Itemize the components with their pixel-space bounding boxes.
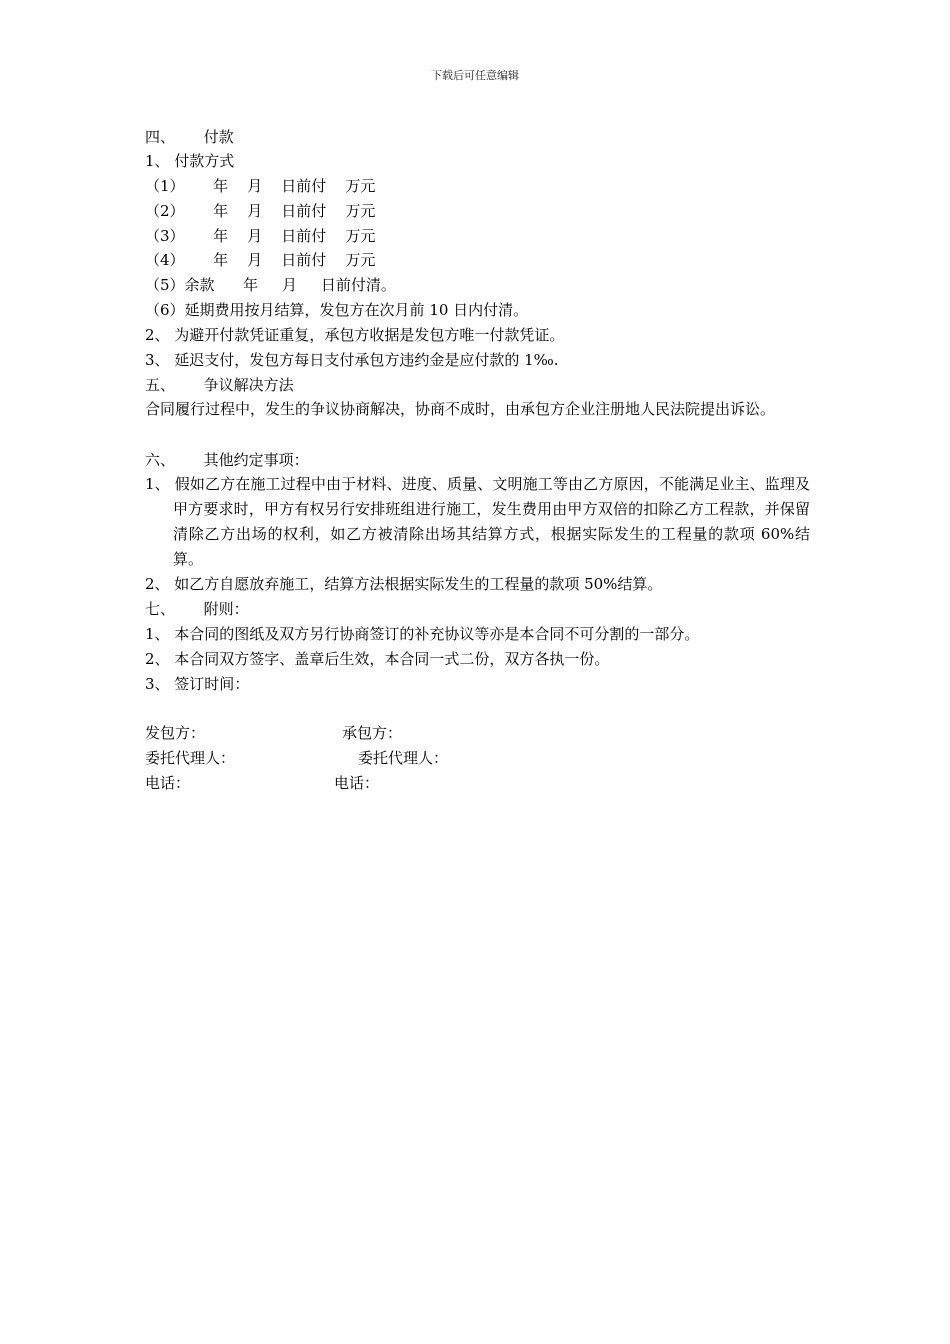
payment-item-3: 3、 延迟支付，发包方每日支付承包方违约金是应付款的 1‰. [145, 351, 559, 369]
section-6-title: 六、 其他约定事项： [145, 451, 309, 469]
signing-date: 3、 签订时间： [145, 675, 250, 693]
payment-row-3: （3） 年 月 日前付 万元 [145, 227, 376, 245]
party-a-label: 发包方： [145, 724, 206, 742]
agent-b-label: 委托代理人： [358, 749, 449, 767]
payment-row-5: （5）余款 年 月 日前付清。 [145, 276, 396, 294]
agent-a-label: 委托代理人： [145, 749, 236, 767]
payment-row-4: （4） 年 月 日前付 万元 [145, 251, 376, 269]
payment-row-1: （1） 年 月 日前付 万元 [145, 177, 376, 195]
phone-b-label: 电话： [334, 774, 380, 792]
payment-method-heading: 1、 付款方式 [145, 152, 235, 170]
section-5-title: 五、 争议解决方法 [145, 376, 294, 394]
payment-row-6: （6）延期费用按月结算，发包方在次月前 10 日内付清。 [145, 301, 529, 319]
appendix-item-1: 1、 本合同的图纸及双方另行协商签订的补充协议等亦是本合同不可分割的一部分。 [145, 625, 700, 643]
party-b-label: 承包方： [342, 724, 403, 742]
phone-a-label: 电话： [145, 774, 191, 792]
section-7-title: 七、 附则： [145, 600, 249, 618]
appendix-item-2: 2、 本合同双方签字、盖章后生效，本合同一式二份，双方各执一份。 [145, 650, 610, 668]
section-4-title: 四、 付款 [145, 128, 234, 146]
page-header: 下载后可任意编辑 [431, 69, 519, 82]
other-item-1: 1、 假如乙方在施工过程中由于材料、进度、质量、文明施工等由乙方原因，不能满足业主、监理及甲方要求时，甲方有权另行安排班组进行施工，发生费用由甲方双倍的扣除乙方工程款，并保留清除乙方出场的权利，如乙方被清除出场其结算方式，根据实际发生的工程量的款项 60%结算。 [145, 475, 810, 568]
other-item-2: 2、 如乙方自愿放弃施工，结算方法根据实际发生的工程量的款项 50%结算。 [145, 575, 663, 593]
payment-item-2: 2、 为避开付款凭证重复，承包方收据是发包方唯一付款凭证。 [145, 326, 565, 344]
payment-row-2: （2） 年 月 日前付 万元 [145, 202, 376, 220]
dispute-paragraph: 合同履行过程中，发生的争议协商解决，协商不成时，由承包方企业注册地人民法院提出诉讼。 [145, 400, 776, 418]
